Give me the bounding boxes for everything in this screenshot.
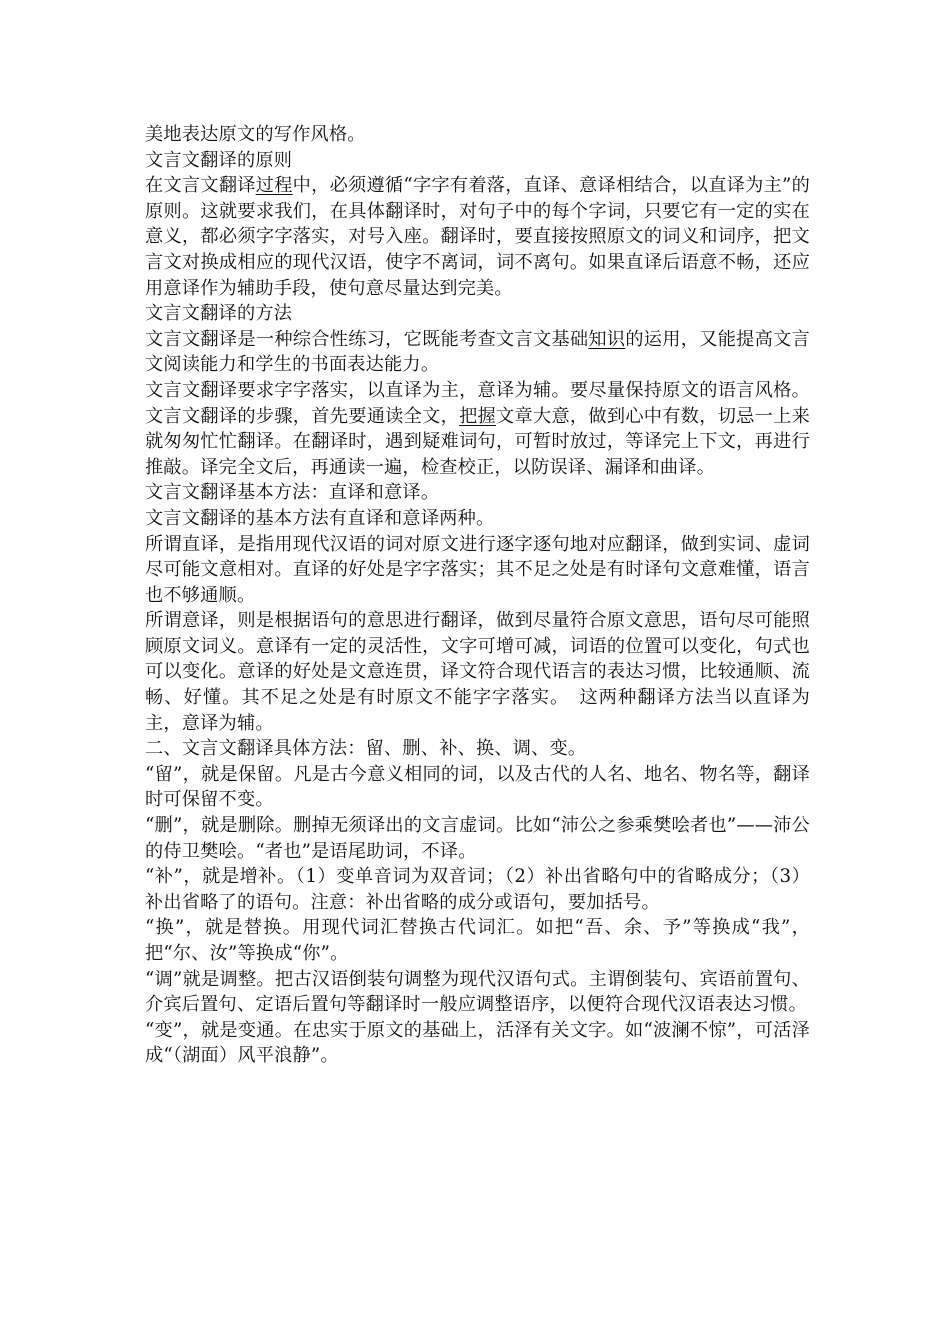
paragraph-principles: 在文言文翻译过程中，必须遵循“字字有着落，直译、意译相结合，以直译为主”的原则。这就要求我们，在具体翻译时，对句子中的每个字词，只要它有一定的实在意义，都必须字字落实，对号入座。翻译时，要直接按照原文的词义和词序，把文言文对换成相应的现代汉语，使字不离词，词不离句。如果直译后语意不畅，还应用意译作为辅助手段，使句意尽量达到完美。 — [145, 175, 810, 299]
paragraph-free-translation: 所谓意译，则是根据语句的意思进行翻译，做到尽量符合原文意思，语句尽可能照顾原文词义。意译有一定的灵活性，文字可增可减，词语的位置可以变化，句式也可以变化。意译的好处是文意连贯，译文符合现代语言的表达习惯，比较通顺、流畅、好懂。其不足之处是有时原文不能字字落实。 这两种翻译方法当以直译为主，意译为辅。 — [145, 610, 810, 734]
paragraph-basic-methods: 文言文翻译基本方法：直译和意译。 — [145, 482, 440, 504]
paragraph-method-replace: “换”，就是替换。用现代词汇替换古代词汇。如把“吾、余、予”等换成“我”，把“尔、汝”等换成“你”。 — [145, 917, 810, 964]
section-heading-principles: 文言文翻译的原则 — [145, 149, 293, 171]
paragraph-method-delete: “删”，就是删除。删掉无须译出的文言虚词。比如“沛公之参乘樊哙者也”——沛公的侍卫樊哙。“者也”是语尾助词，不译。 — [145, 815, 810, 862]
paragraph-methods-intro: 文言文翻译是一种综合性练习，它既能考查文言文基础知识的运用，又能提高文言文阅读能力和学生的书面表达能力。 — [145, 328, 810, 376]
paragraph-method-supplement: “补”，就是增补。（1）变单音词为双音词；（2）补出省略句中的省略成分；（3）补出省略了的语句。注意：补出省略的成分或语句，要加括号。 — [145, 866, 810, 913]
paragraph-method-adapt: “变”，就是变通。在忠实于原文的基础上，活泽有关文字。如“波澜不惊”，可活泽成“（湖面）风平浪静”。 — [145, 1019, 810, 1067]
paragraph-literal-translation: 所谓直译，是指用现代汉语的词对原文进行逐字逐句地对应翻译，做到实词、虚词尽可能文意相对。直译的好处是字字落实；其不足之处是有时译句文意难懂，语言也不够通顺。 — [145, 533, 810, 606]
paragraph-two-methods: 文言文翻译的基本方法有直译和意译两种。 — [145, 507, 495, 529]
paragraph-methods-steps: 文言文翻译要求字字落实，以直译为主，意译为辅。要尽量保持原文的语言风格。文言文翻译的步骤，首先要通读全文，把握文章大意，做到心中有数，切忌一上来就匆匆忙忙翻译。在翻译时，遇到疑难词句，可暂时放过，等译完上下文，再进行推敲。译完全文后，再通读一遍，检查校正，以防误译、漏译和曲译。 — [145, 379, 810, 478]
paragraph-method-keep: “留”，就是保留。凡是古今意义相同的词，以及古代的人名、地名、物名等，翻译时可保留不变。 — [145, 763, 810, 811]
document-body — [145, 122, 810, 1069]
underlined-link-text[interactable]: 过程 — [255, 175, 293, 197]
underlined-link-text[interactable]: 把握 — [459, 405, 497, 427]
underlined-link-text[interactable]: 知识 — [588, 328, 626, 350]
section-heading-methods: 文言文翻译的方法 — [145, 303, 293, 325]
paragraph-method-adjust: “调”就是调整。把古汉语倒装句调整为现代汉语句式。主谓倒装句、宾语前置句、介宾后置句、定语后置句等翻译时一般应调整语序，以便符合现代汉语表达习惯。 — [145, 968, 810, 1016]
paragraph-specific-methods: 二、文言文翻译具体方法：留、删、补、换、调、变。 — [145, 738, 587, 760]
paragraph-continuation: 美地表达原文的写作风格。 — [145, 124, 366, 145]
